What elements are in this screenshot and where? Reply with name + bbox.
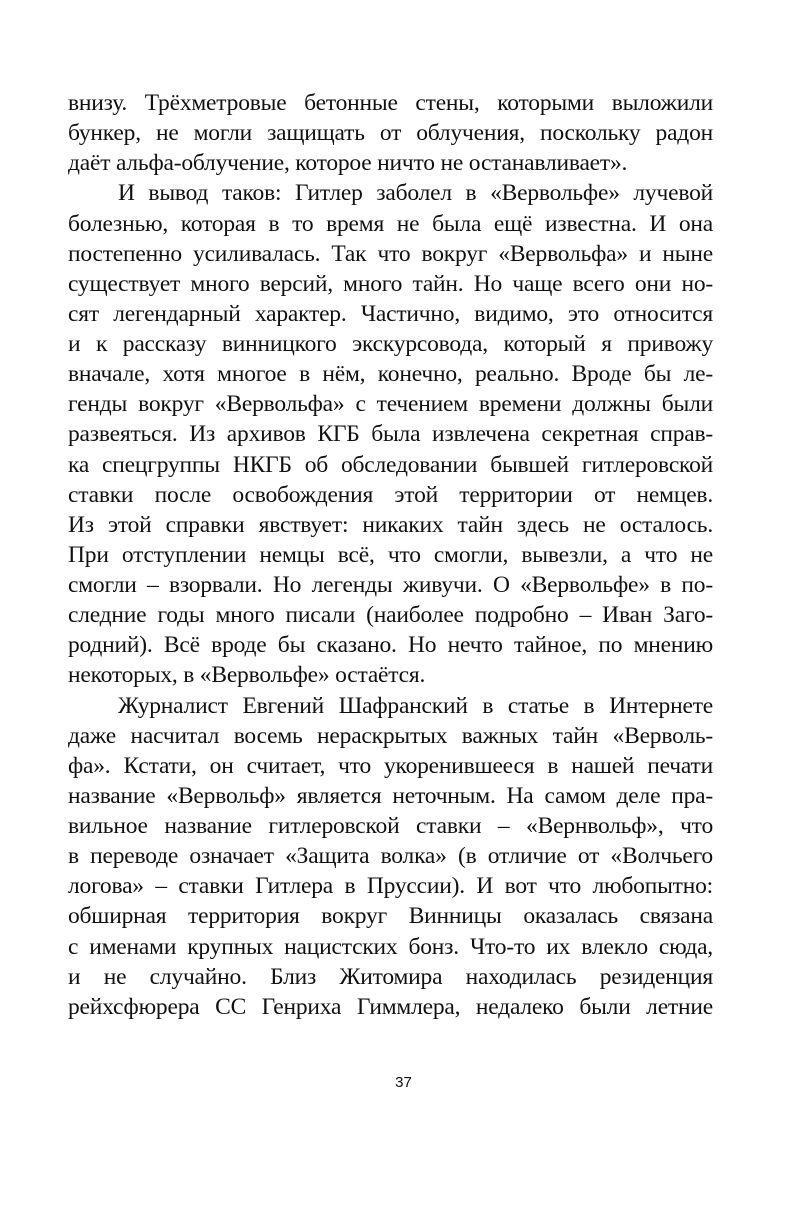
text-line: и не случайно. Близ Житомира находилась резиденция [68,963,713,990]
text-line: в переводе означает «Защита волка» (в отличие от «Волчьего [68,843,713,870]
text-line: фа». Кстати, он считает, что укоренившееся в нашей печати [68,752,713,779]
text-line: И вывод таков: Гитлер заболел в «Вервольфе» лучевой [118,180,713,207]
text-line: с именами крупных нацистских бонз. Что-то их влекло сюда, [68,933,713,960]
text-line: Из этой справки явствует: никаких тайн здесь не осталось. [68,511,713,538]
page-body-text [68,88,713,1022]
text-line: и к рассказу винницкого экскурсовода, который я привожу [68,331,713,357]
text-line: обширная территория вокруг Винницы оказалась связана [68,903,713,930]
paragraph [68,691,713,1022]
text-line: бункер, не могли защищать от облучения, поскольку радон [68,120,713,147]
text-line: существует много версий, много тайн. Но чаще всего они но- [68,270,713,297]
text-line: вильное название гитлеровской ставки – «Вернвольф», что [68,813,713,839]
text-line: развеяться. Из архивов КГБ была извлечена секретная справ- [68,421,713,448]
text-line: болезнью, которая в то время не была ещё известна. И она [68,210,713,237]
text-line: рейхсфюрера СС Генриха Гиммлера, недалеко были летние [68,993,713,1020]
text-line: Журналист Евгений Шафранский в статье в Интернете [118,692,713,719]
text-line: смогли – взорвали. Но легенды живучи. О «Вервольфе» в по- [68,572,713,598]
text-line: логова» – ставки Гитлера в Пруссии). И вот что любопытно: [68,873,713,900]
text-line: постепенно усиливалась. Так что вокруг «Вервольфа» и ныне [68,240,713,267]
text-line: внизу. Трёхметровые бетонные стены, которыми выложили [68,90,713,116]
text-line: следние годы много писали (наиболее подробно – Иван Заго- [68,602,713,629]
text-line: родний). Всё вроде бы сказано. Но нечто тайное, по мнению [68,632,713,659]
text-line: ка спецгруппы НКГБ об обследовании бывшей гитлеровской [68,451,713,478]
text-line: генды вокруг «Вервольфа» с течением времени должны были [68,391,713,418]
text-line: даёт альфа-облучение, которое ничто не останавливает». [68,150,628,177]
text-line: При отступлении немцы всё, что смогли, вывезли, а что не [68,541,713,568]
text-line: даже насчитал восемь нераскрытых важных тайн «Верволь- [68,722,713,749]
text-line: название «Вервольф» является неточным. На самом деле пра- [68,782,713,809]
page-number: 37 [395,1074,412,1091]
text-line: некоторых, в «Вервольфе» остаётся. [68,662,426,689]
paragraph [68,178,713,690]
text-line: вначале, хотя многое в нём, конечно, реально. Вроде бы ле- [68,361,713,388]
paragraph [68,88,713,178]
text-line: сят легендарный характер. Частично, видимо, это относится [68,300,713,327]
text-line: ставки после освобождения этой территории от немцев. [68,481,713,508]
